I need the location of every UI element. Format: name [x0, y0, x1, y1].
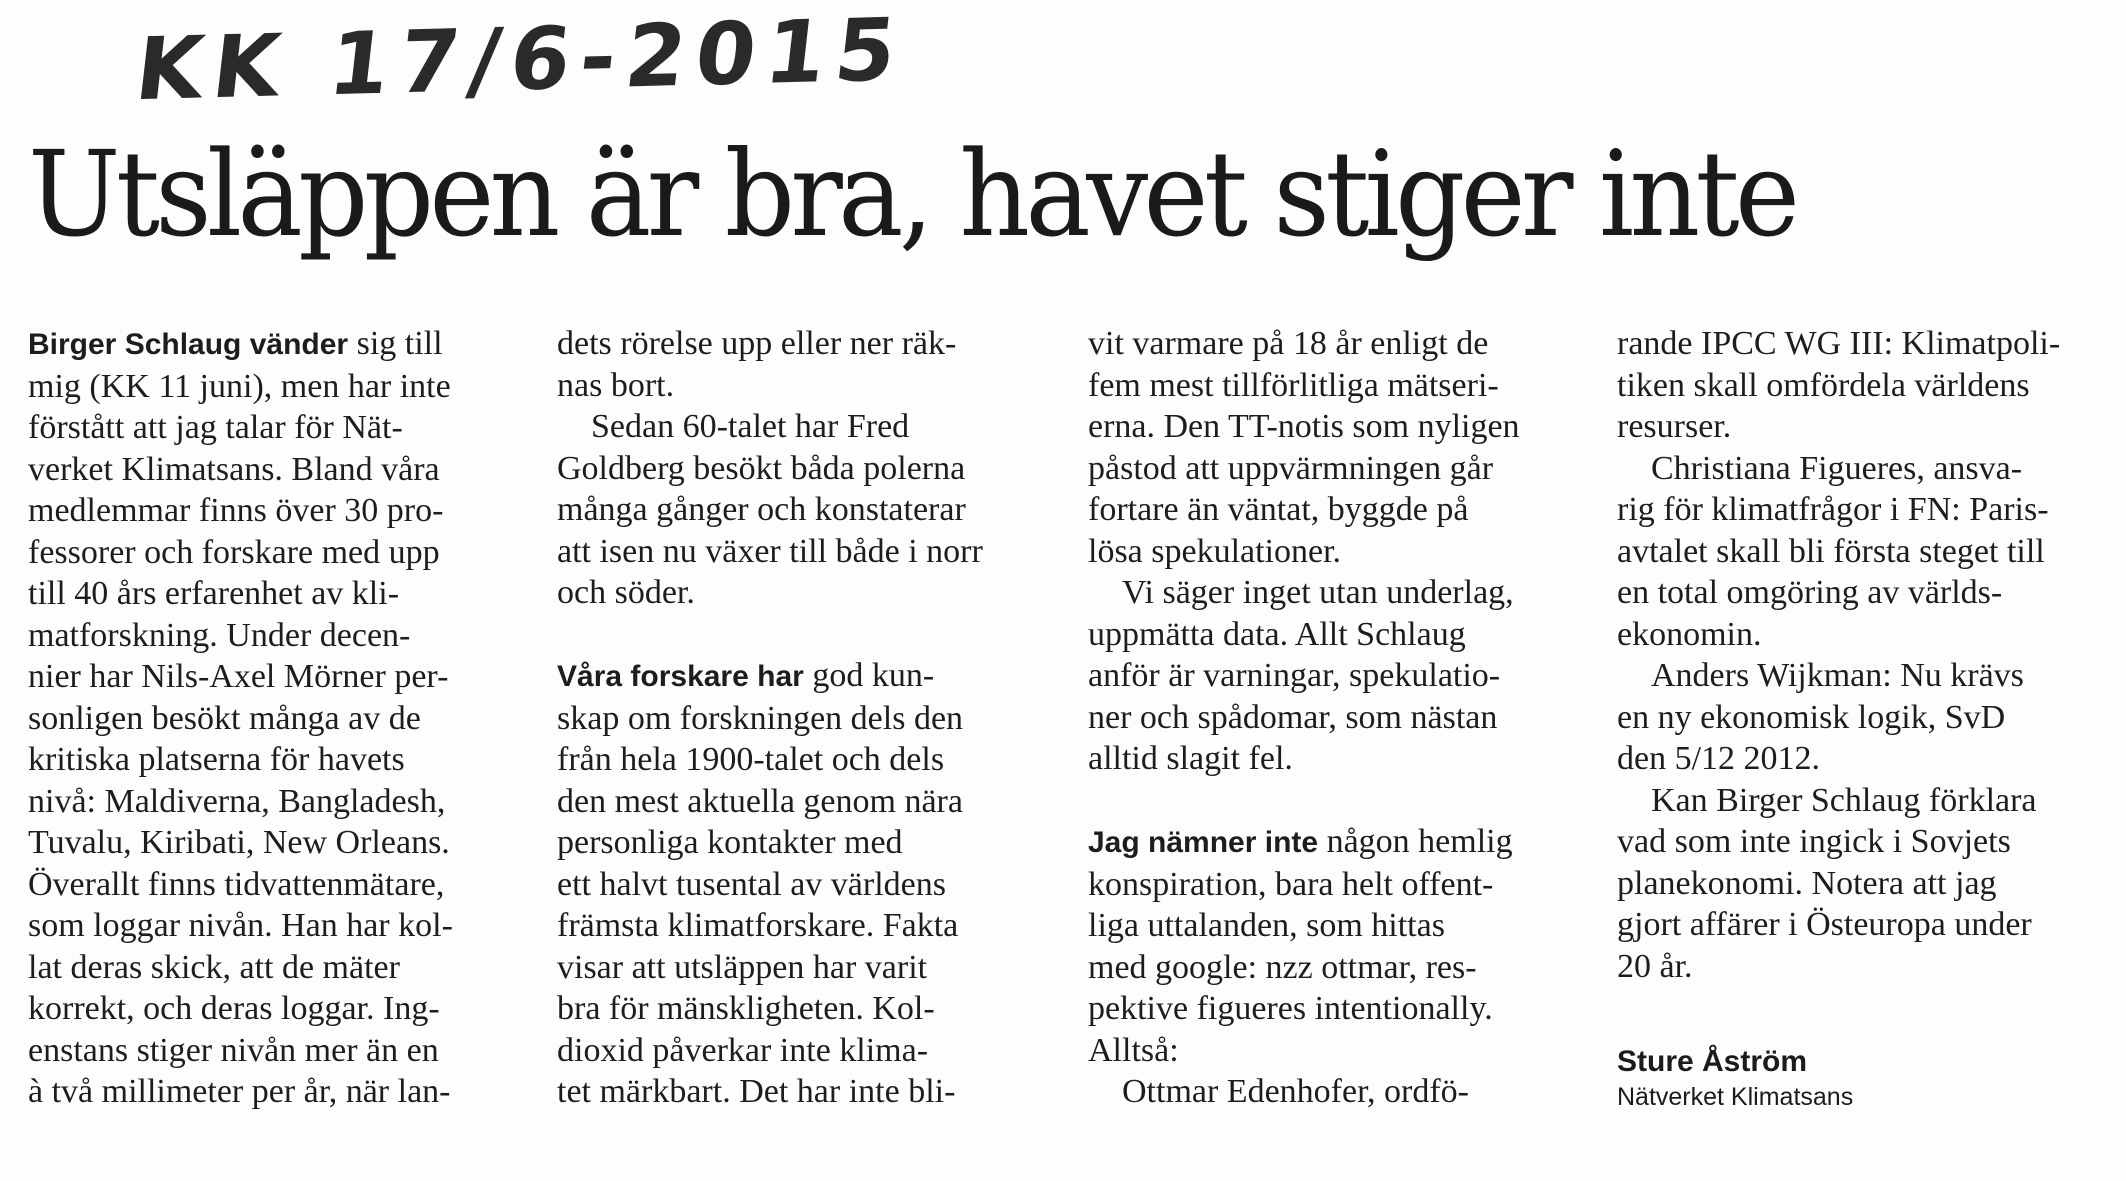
text-line: Ottmar Edenhofer, ordfö- [1122, 1073, 1470, 1110]
text-line: tiken skall omfördela världens [1617, 366, 2030, 404]
article-column-4 [1617, 323, 2117, 987]
text-line: Överallt finns tidvattenmätare, [28, 865, 445, 903]
text-line: anför är varningar, spekulatio- [1088, 657, 1501, 694]
text-line: ekonomin. [1617, 615, 1762, 653]
text-line: lösa spekulationer. [1088, 532, 1342, 570]
text-line: dioxid påverkar inte klima- [557, 1031, 929, 1069]
author-name: Sture Åström [1617, 1045, 1808, 1078]
text-line: till 40 års erfarenhet av kli- [28, 575, 400, 612]
paragraph-gap [1088, 780, 1588, 822]
text-line: från hela 1900-talet och dels [557, 741, 945, 778]
text-line: visar att utsläppen har varit [557, 948, 928, 986]
text-line: vit varmare på 18 år enligt de [1088, 325, 1489, 362]
lead-in: Jag nämner inte [1088, 826, 1319, 859]
text-line: verket Klimatsans. Bland våra [28, 450, 440, 488]
text-line: Alltså: [1088, 1031, 1179, 1069]
text-line: Vi säger inget utan underlag, [1122, 574, 1514, 611]
text-line: främsta klimatforskare. Fakta [557, 907, 959, 944]
text-line: ett halvt tusental av världens [557, 865, 946, 903]
text-line: påstod att uppvärmningen går [1088, 449, 1494, 487]
text-line: med google: nzz ottmar, res- [1088, 948, 1477, 986]
text-line: nivå: Maldiverna, Bangladesh, [28, 782, 446, 820]
text-line: 20 år. [1617, 947, 1693, 985]
text-line: konspiration, bara helt offent- [1088, 865, 1494, 903]
text-line: förstått att jag talar för Nät- [28, 409, 403, 446]
text-line: sonligen besökt många av de [28, 699, 421, 737]
paragraph-gap [557, 614, 1057, 656]
text-line: kritiska platserna för havets [28, 741, 405, 778]
text-line: Kan Birger Schlaug förklara [1651, 781, 2037, 819]
text-line: fem mest tillförlitliga mätseri- [1088, 366, 1499, 404]
author-organization: Nätverket Klimatsans [1617, 1083, 1854, 1111]
headline: Utsläppen är bra, havet stiger inte [28, 125, 1796, 263]
text-line: skap om forskningen dels den [557, 699, 964, 737]
text-line: att isen nu växer till både i norr [557, 532, 983, 570]
text-line: den 5/12 2012. [1617, 740, 1821, 777]
text-line: avtalet skall bli första steget till [1617, 532, 2045, 570]
text-line: medlemmar finns över 30 pro- [28, 492, 444, 529]
text-line: som loggar nivån. Han har kol- [28, 907, 453, 944]
text-line: personliga kontakter med [557, 824, 903, 861]
article-column-2 [557, 323, 1057, 1113]
handwritten-date-note: KK 17/6-2015 [130, 0, 911, 121]
article-column-3 [1088, 323, 1588, 1113]
text-line: en total omgöring av världs- [1617, 574, 2003, 611]
text-line: liga uttalanden, som hittas [1088, 907, 1445, 944]
author-signature [1617, 1044, 1853, 1114]
text-line: dets rörelse upp eller ner räk- [557, 325, 957, 362]
text-line: uppmätta data. Allt Schlaug [1088, 615, 1466, 653]
text-line: mig (KK 11 juni), men har inte [28, 367, 451, 405]
text-line: Jag nämner inte någon hemlig [1088, 823, 1513, 860]
text-line: rig för klimatfrågor i FN: Paris- [1617, 491, 2049, 528]
lead-in: Våra forskare har [557, 660, 804, 693]
text-line: korrekt, och deras loggar. Ing- [28, 990, 440, 1027]
article-column-1 [28, 323, 528, 1113]
text-line: den mest aktuella genom nära [557, 782, 963, 820]
text-line: à två millimeter per år, när lan- [28, 1073, 451, 1110]
text-line: resurser. [1617, 408, 1732, 445]
text-line: Goldberg besökt båda polerna [557, 449, 966, 487]
text-line: och söder. [557, 574, 695, 611]
text-line: bra för mänskligheten. Kol- [557, 990, 935, 1027]
lead-in: Birger Schlaug vänder [28, 328, 349, 361]
text-line: alltid slagit fel. [1088, 740, 1293, 777]
text-line: fortare än väntat, byggde på [1088, 491, 1469, 528]
text-line: nas bort. [557, 366, 675, 404]
text-line: pektive figueres intentionally. [1088, 990, 1493, 1027]
text-line: många gånger och konstaterar [557, 491, 966, 528]
text-line: enstans stiger nivån mer än en [28, 1031, 439, 1069]
text-line: en ny ekonomisk logik, SvD [1617, 698, 2006, 736]
text-line: lat deras skick, att de mäter [28, 948, 400, 986]
text-line: Sedan 60-talet har Fred [591, 408, 910, 445]
text-line: Christiana Figueres, ansva- [1651, 449, 2023, 487]
text-line: planekonomi. Notera att jag [1617, 864, 1997, 902]
text-line: fessorer och forskare med upp [28, 533, 440, 571]
text-line: vad som inte ingick i Sovjets [1617, 823, 2011, 860]
text-line: tet märkbart. Det har inte bli- [557, 1073, 956, 1110]
text-line: nier har Nils-Axel Mörner per- [28, 658, 449, 695]
text-line: Tuvalu, Kiribati, New Orleans. [28, 824, 450, 861]
text-line: Anders Wijkman: Nu krävs [1651, 657, 2024, 694]
text-line: Våra forskare har god kun- [557, 657, 935, 694]
text-line: matforskning. Under decen- [28, 616, 411, 654]
text-line: ner och spådomar, som nästan [1088, 698, 1498, 736]
text-line: rande IPCC WG III: Klimatpoli- [1617, 325, 2061, 362]
text-line: erna. Den TT-notis som nyligen [1088, 408, 1520, 445]
text-line: gjort affärer i Östeuropa under [1617, 906, 2032, 943]
text-line: Birger Schlaug vänder sig till [28, 325, 443, 362]
